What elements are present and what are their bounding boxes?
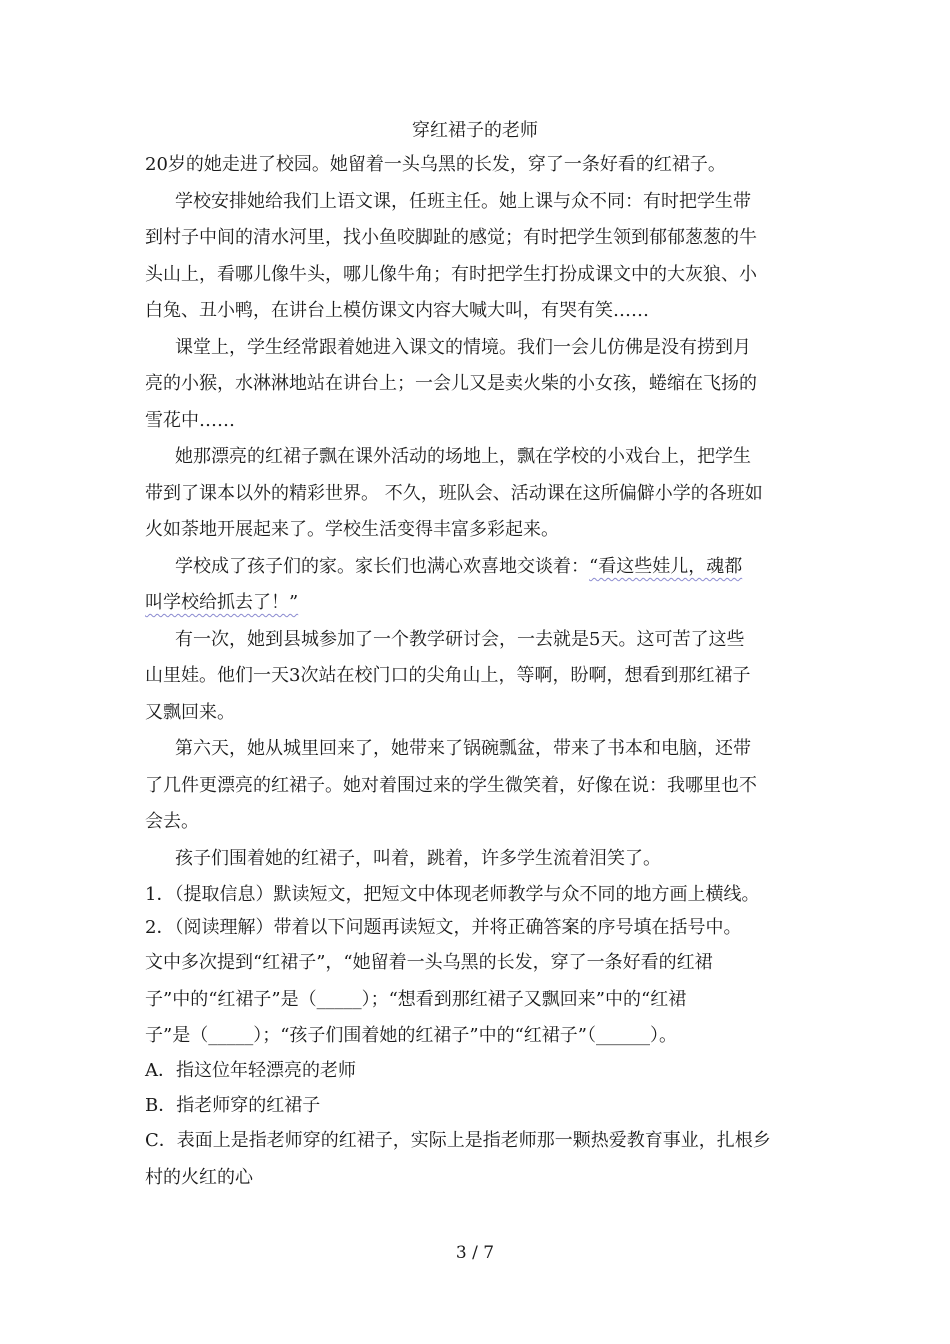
option-c-continued: 村的火红的心 (145, 1167, 253, 1188)
question-text: 子”中的“红裙子”是（_____）；“想看到那红裙子又飘回来”中的“红裙 (145, 989, 687, 1010)
question-text: 文中多次提到“红裙子”，“她留着一头乌黑的长发，穿了一条好看的红裙 (145, 952, 713, 973)
wavy-underlined-quote: 叫学校给抓去了！” (145, 592, 299, 613)
paragraph-line (175, 555, 742, 579)
paragraph-line: 课堂上，学生经常跟着她进入课文的情境。我们一会儿仿佛是没有捞到月 (175, 337, 751, 358)
paragraph-line: 亮的小猴，水淋淋地站在讲台上；一会儿又是卖火柴的小女孩，蜷缩在飞扬的 (145, 373, 757, 394)
question-1: 1．（提取信息）默读短文，把短文中体现老师教学与众不同的地方画上横线。 (145, 884, 760, 905)
paragraph-line: 了几件更漂亮的红裙子。她对着围过来的学生微笑着，好像在说：我哪里也不 (145, 775, 757, 796)
paragraph-line: 她那漂亮的红裙子飘在课外活动的场地上，飘在学校的小戏台上，把学生 (175, 446, 751, 467)
page-number: 3 / 7 (455, 1243, 495, 1263)
paragraph-line: 又飘回来。 (145, 702, 235, 723)
paragraph-line: 会去。 (145, 811, 199, 832)
paragraph-line: 20岁的她走进了校园。她留着一头乌黑的长发，穿了一条好看的红裙子。 (145, 154, 726, 175)
paragraph-line: 雪花中…… (145, 410, 235, 431)
question-text: 子”是（_____）；“孩子们围着她的红裙子”中的“红裙子”（______）。 (145, 1025, 678, 1046)
paragraph-line: 火如荼地开展起来了。学校生活变得丰富多彩起来。 (145, 519, 559, 540)
article-title: 穿红裙子的老师 (412, 120, 538, 141)
option-a: A．指这位年轻漂亮的老师 (145, 1060, 356, 1081)
paragraph-line: 白兔、丑小鸭，在讲台上模仿课文内容大喊大叫，有哭有笑…… (145, 300, 649, 321)
option-c: C．表面上是指老师穿的红裙子，实际上是指老师那一颗热爱教育事业，扎根乡 (145, 1130, 771, 1151)
paragraph-line (145, 591, 298, 615)
wavy-underlined-quote: “看这些娃儿，魂都 (589, 556, 743, 577)
paragraph-text: 学校成了孩子们的家。家长们也满心欢喜地交谈着： (175, 556, 589, 577)
paragraph-line: 孩子们围着她的红裙子，叫着，跳着，许多学生流着泪笑了。 (175, 848, 661, 869)
paragraph-line: 带到了课本以外的精彩世界。 不久，班队会、活动课在这所偏僻小学的各班如 (145, 483, 763, 504)
paragraph-line: 第六天，她从城里回来了，她带来了锅碗瓢盆，带来了书本和电脑，还带 (175, 738, 751, 759)
paragraph-line: 有一次，她到县城参加了一个教学研讨会，一去就是5天。这可苦了这些 (175, 629, 745, 650)
paragraph-line: 到村子中间的清水河里，找小鱼咬脚趾的感觉；有时把学生领到郁郁葱葱的牛 (145, 227, 757, 248)
paragraph-line: 头山上，看哪儿像牛头，哪儿像牛角；有时把学生打扮成课文中的大灰狼、小 (145, 264, 757, 285)
paragraph-line: 学校安排她给我们上语文课，任班主任。她上课与众不同：有时把学生带 (175, 191, 751, 212)
option-b: B．指老师穿的红裙子 (145, 1095, 321, 1116)
paragraph-line: 山里娃。他们一天3次站在校门口的尖角山上，等啊，盼啊，想看到那红裙子 (145, 665, 751, 686)
question-2: 2．（阅读理解）带着以下问题再读短文，并将正确答案的序号填在括号中。 (145, 917, 742, 938)
